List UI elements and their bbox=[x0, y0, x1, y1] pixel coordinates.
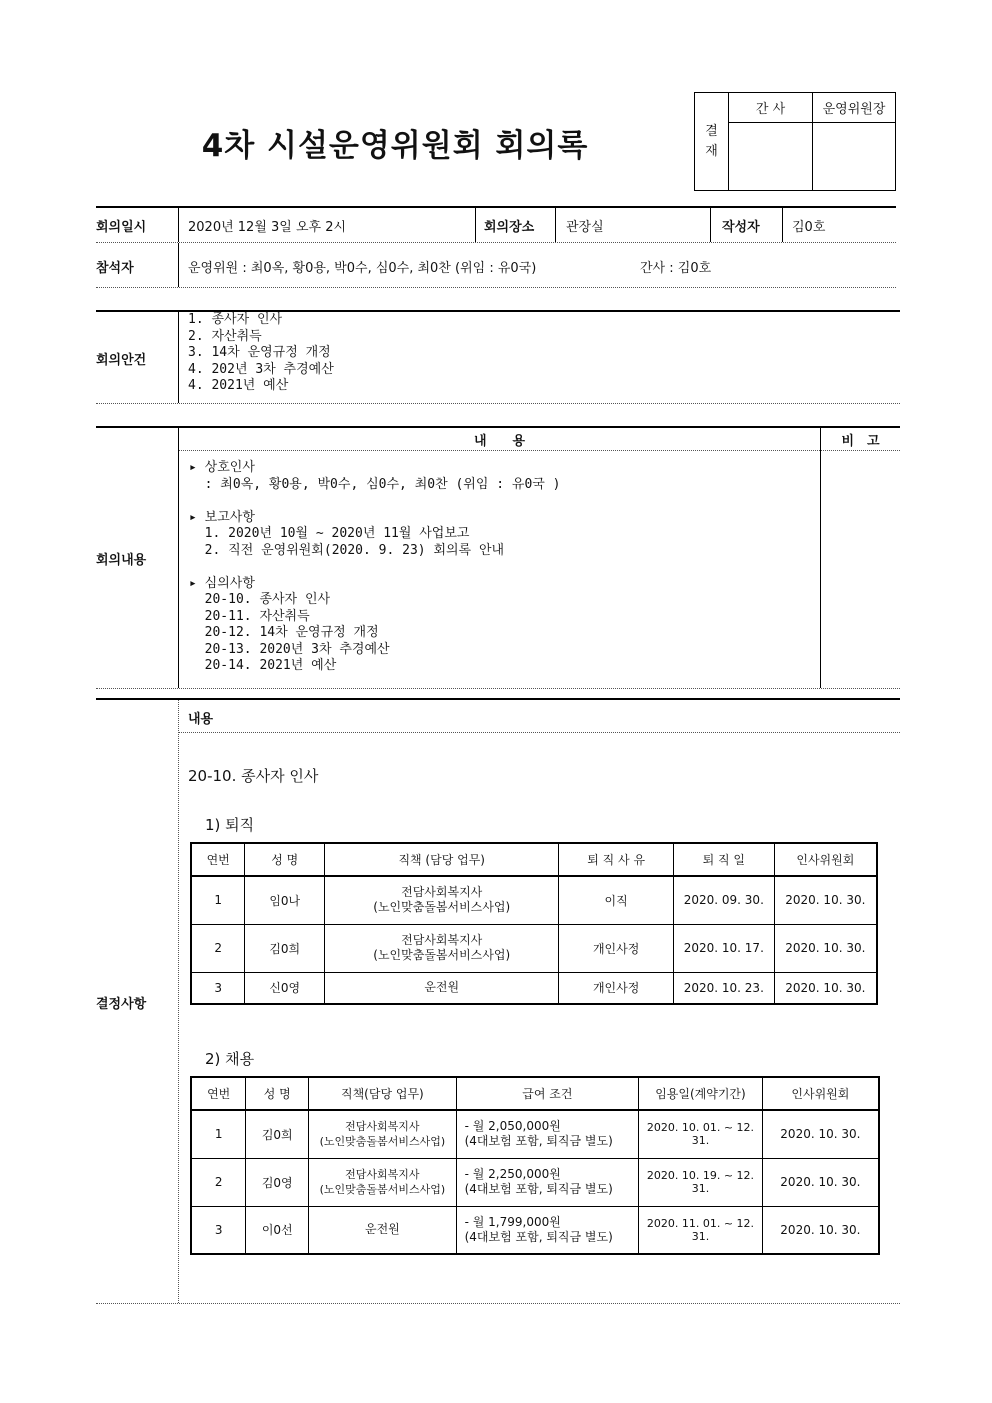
cell-date: 2020. 10. 17. bbox=[673, 924, 774, 972]
cell-committee: 2020. 10. 30. bbox=[762, 1206, 879, 1254]
content-line: 20-10. 종사자 인사 bbox=[189, 592, 331, 607]
attendees-label: 참석자 bbox=[96, 261, 134, 276]
agenda-item: 4. 202년 3차 추경예산 bbox=[188, 361, 334, 377]
content-bottom-border bbox=[96, 688, 900, 689]
pay-line: (4대보험 포함, 퇴직금 별도) bbox=[464, 1134, 613, 1149]
content-line: ▸ 심의사항 bbox=[189, 575, 255, 591]
cell-no: 1 bbox=[191, 876, 245, 924]
cell-name: 신0영 bbox=[245, 972, 325, 1004]
role-line: (노인맞춤돌봄서비스사업) bbox=[373, 948, 511, 962]
cell-period: 2020. 10. 01. ~ 12. 31. bbox=[639, 1110, 763, 1158]
role-line: 전담사회복지사 bbox=[345, 1168, 420, 1181]
pay-line: - 월 2,050,000원 bbox=[464, 1119, 561, 1134]
role-line: (노인맞춤돌봄서비스사업) bbox=[373, 900, 511, 915]
agenda-item: 1. 종사자 인사 bbox=[188, 312, 283, 327]
approval-chair-header: 운영위원장 bbox=[813, 93, 895, 123]
writer-value: 김0호 bbox=[792, 220, 826, 235]
pay-line: (4대보험 포함, 퇴직금 별도) bbox=[464, 1182, 613, 1196]
retire-header: 퇴 직 사 유 bbox=[559, 843, 674, 876]
table-row bbox=[191, 1110, 879, 1158]
content-line: 1. 2020년 10월 ~ 2020년 11월 사업보고 bbox=[189, 526, 470, 541]
divider bbox=[782, 207, 783, 242]
content-line: ▸ 상호인사 bbox=[189, 460, 255, 475]
cell-name: 김0영 bbox=[246, 1158, 309, 1206]
cell-reason: 이직 bbox=[559, 876, 674, 924]
hire-title: 2) 채용 bbox=[205, 1050, 255, 1068]
meta-bottom-border bbox=[96, 287, 896, 288]
approval-side-char-1: 결 bbox=[705, 123, 718, 139]
content-line: ▸ 보고사항 bbox=[189, 509, 255, 525]
cell-pay bbox=[456, 1110, 639, 1158]
cell-role bbox=[309, 1110, 456, 1158]
content-line: 20-12. 14차 운영규정 개정 bbox=[189, 625, 379, 640]
date-value: 2020년 12월 3일 오후 2시 bbox=[188, 220, 347, 235]
hire-table bbox=[190, 1076, 880, 1255]
decision-top-border bbox=[96, 698, 900, 700]
cell-period: 2020. 11. 01. ~ 12. 31. bbox=[639, 1206, 763, 1254]
content-line: : 최0옥, 황0용, 박0수, 심0수, 최0찬 (위임 : 유0국 ) bbox=[189, 476, 561, 492]
cell-role bbox=[325, 972, 559, 1004]
writer-label: 작성자 bbox=[722, 220, 760, 235]
content-line bbox=[189, 493, 560, 510]
cell-pay bbox=[456, 1206, 639, 1254]
cell-role bbox=[309, 1206, 456, 1254]
retire-table bbox=[190, 842, 878, 1005]
content-line: 2. 직전 운영위원회(2020. 9. 23) 회의록 안내 bbox=[189, 542, 505, 558]
table-row bbox=[191, 1158, 879, 1206]
divider bbox=[820, 427, 821, 688]
cell-committee: 2020. 10. 30. bbox=[774, 972, 877, 1004]
pay-line: - 월 2,250,000원 bbox=[464, 1167, 561, 1181]
table-row bbox=[191, 924, 877, 972]
agenda-item: 3. 14차 운영규정 개정 bbox=[188, 345, 331, 360]
retire-header: 성 명 bbox=[245, 843, 325, 876]
content-header: 내 용 bbox=[473, 434, 526, 449]
divider bbox=[178, 243, 179, 287]
retire-header: 인사위원회 bbox=[774, 843, 877, 876]
approval-secretary-header: 간 사 bbox=[729, 93, 812, 123]
cell-no: 3 bbox=[191, 1206, 246, 1254]
cell-reason: 개인사정 bbox=[559, 924, 674, 972]
cell-period: 2020. 10. 19. ~ 12. 31. bbox=[639, 1158, 763, 1206]
divider bbox=[178, 700, 179, 1303]
pay-line: - 월 1,799,000원 bbox=[464, 1214, 561, 1229]
hire-header: 인사위원회 bbox=[762, 1077, 879, 1110]
place-value: 관장실 bbox=[566, 220, 604, 235]
cell-name: 임0나 bbox=[245, 876, 325, 924]
cell-committee: 2020. 10. 30. bbox=[762, 1110, 879, 1158]
meta-top-border bbox=[96, 206, 896, 208]
note-header: 비 고 bbox=[841, 434, 880, 449]
cell-role bbox=[309, 1158, 456, 1206]
retire-header: 연번 bbox=[191, 843, 245, 876]
agenda-list bbox=[188, 312, 334, 395]
role-line: 전담사회복지사 bbox=[345, 1120, 420, 1134]
agenda-bottom-border bbox=[96, 403, 900, 404]
approval-side-label bbox=[695, 93, 729, 190]
decision-subtitle: 20-10. 종사자 인사 bbox=[188, 767, 319, 785]
content-label: 회의내용 bbox=[96, 553, 147, 568]
content-line: 20-13. 2020년 3차 추경예산 bbox=[189, 641, 390, 657]
secretary-value: 간사 : 김0호 bbox=[640, 261, 712, 276]
agenda-label: 회의안건 bbox=[96, 353, 147, 368]
approval-box bbox=[694, 92, 896, 191]
cell-no: 1 bbox=[191, 1110, 246, 1158]
approval-secretary-cell bbox=[729, 93, 813, 190]
approval-side-char-2: 재 bbox=[705, 143, 718, 159]
cell-role bbox=[325, 876, 559, 924]
retire-title: 1) 퇴직 bbox=[205, 816, 255, 834]
content-line: 20-11. 자산취득 bbox=[189, 608, 310, 624]
cell-committee: 2020. 10. 30. bbox=[762, 1158, 879, 1206]
table-row bbox=[191, 1206, 879, 1254]
role-line: 운전원 bbox=[424, 980, 460, 995]
attendees-value: 운영위원 : 최0옥, 황0용, 박0수, 심0수, 최0찬 (위임 : 유0국) bbox=[188, 261, 537, 276]
role-line: (노인맞춤돌봄서비스사업) bbox=[319, 1135, 446, 1149]
cell-role bbox=[325, 924, 559, 972]
content-line bbox=[189, 559, 560, 576]
date-label: 회의일시 bbox=[96, 220, 147, 235]
cell-no: 2 bbox=[191, 1158, 246, 1206]
cell-date: 2020. 10. 23. bbox=[673, 972, 774, 1004]
decision-bottom-border bbox=[96, 1303, 900, 1304]
cell-pay bbox=[456, 1158, 639, 1206]
role-line: 전담사회복지사 bbox=[401, 885, 483, 900]
retire-header: 직책 (담당 업무) bbox=[325, 843, 559, 876]
retire-header: 퇴 직 일 bbox=[673, 843, 774, 876]
pay-line: (4대보험 포함, 퇴직금 별도) bbox=[464, 1229, 613, 1244]
hire-header: 성 명 bbox=[246, 1077, 309, 1110]
hire-header: 임용일(계약기간) bbox=[639, 1077, 763, 1110]
decision-label: 결정사항 bbox=[96, 997, 147, 1012]
role-line: 전담사회복지사 bbox=[401, 933, 483, 947]
content-header-divider bbox=[179, 450, 900, 451]
agenda-item: 4. 2021년 예산 bbox=[188, 378, 289, 393]
hire-header: 급여 조건 bbox=[456, 1077, 639, 1110]
approval-chair-cell bbox=[813, 93, 895, 190]
cell-date: 2020. 09. 30. bbox=[673, 876, 774, 924]
decision-header-divider bbox=[179, 732, 900, 733]
decision-header: 내용 bbox=[188, 712, 214, 727]
divider bbox=[555, 207, 556, 242]
hire-header: 연번 bbox=[191, 1077, 246, 1110]
role-line: 운전원 bbox=[364, 1222, 400, 1237]
content-top-border bbox=[96, 426, 900, 428]
cell-reason: 개인사정 bbox=[559, 972, 674, 1004]
divider bbox=[178, 427, 179, 688]
table-row bbox=[191, 876, 877, 924]
page-title: 4차 시설운영위원회 회의록 bbox=[201, 128, 589, 164]
table-row bbox=[191, 972, 877, 1004]
content-lines bbox=[189, 460, 560, 675]
cell-no: 3 bbox=[191, 972, 245, 1004]
divider bbox=[710, 207, 711, 242]
hire-header: 직책(담당 업무) bbox=[309, 1077, 456, 1110]
cell-name: 김0희 bbox=[245, 924, 325, 972]
cell-committee: 2020. 10. 30. bbox=[774, 876, 877, 924]
role-line: (노인맞춤돌봄서비스사업) bbox=[319, 1183, 446, 1196]
divider bbox=[475, 207, 476, 242]
content-line: 20-14. 2021년 예산 bbox=[189, 658, 337, 673]
cell-committee: 2020. 10. 30. bbox=[774, 924, 877, 972]
divider bbox=[178, 311, 179, 403]
cell-no: 2 bbox=[191, 924, 245, 972]
meta-row-divider bbox=[96, 242, 896, 243]
place-label: 회의장소 bbox=[484, 220, 535, 235]
divider bbox=[178, 207, 179, 242]
agenda-item: 2. 자산취득 bbox=[188, 328, 262, 344]
cell-name: 김0희 bbox=[246, 1110, 309, 1158]
cell-name: 이0선 bbox=[246, 1206, 309, 1254]
